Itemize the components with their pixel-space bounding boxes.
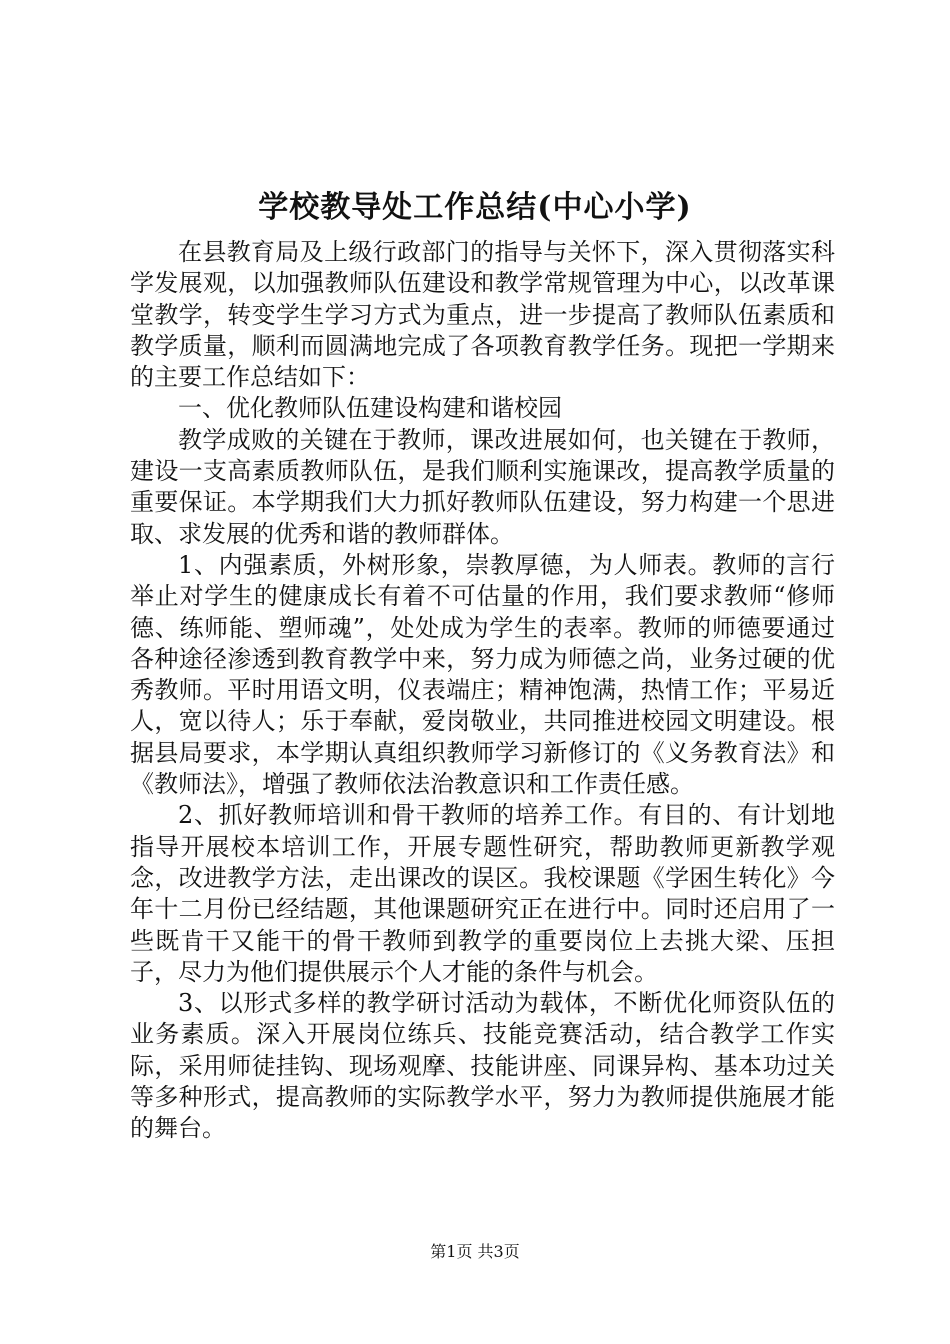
paragraph: 2、抓好教师培训和骨干教师的培养工作。有目的、有计划地指导开展校本培训工作，开展专题性研究，帮助教师更新教学观念，改进教学方法，走出课改的误区。我校课题《学困生转化》今年十二月份已经结题，其他课题研究正在进行中。同时还启用了一些既肯干又能干的骨干教师到教学的重要岗位上去挑大梁、压担子，尽力为他们提供展示个人才能的条件与机会。 bbox=[130, 801, 835, 986]
paragraph: 3、以形式多样的教学研讨活动为载体，不断优化师资队伍的业务素质。深入开展岗位练兵、技能竞赛活动，结合教学工作实际，采用师徒挂钩、现场观摩、技能讲座、同课异构、基本功过关等多种形式，提高教师的实际教学水平，努力为教师提供施展才能的舞台。 bbox=[130, 989, 835, 1143]
paragraph: 教学成败的关键在于教师，课改进展如何，也关键在于教师，建设一支高素质教师队伍，是我们顺利实施课改，提高教学质量的重要保证。本学期我们大力抓好教师队伍建设，努力构建一个思进取、求发展的优秀和谐的教师群体。 bbox=[130, 425, 835, 548]
paragraph: 1、内强素质，外树形象，崇教厚德，为人师表。教师的言行举止对学生的健康成长有着不可估量的作用，我们要求教师“修师德、练师能、塑师魂”，处处成为学生的表率。教师的师德要通过各种途径渗透到教育教学中来，努力成为师德之尚，业务过硬的优秀教师。平时用语文明，仪表端庄；精神饱满，热情工作；平易近人，宽以待人；乐于奉献，爱岗敬业，共同推进校园文明建设。根据县局要求，本学期认真组织教师学习新修订的《义务教育法》和《教师法》，增强了教师依法治教意识和工作责任感。 bbox=[130, 550, 835, 799]
paragraph-intro: 在县教育局及上级行政部门的指导与关怀下，深入贯彻落实科学发展观，以加强教师队伍建设和教学常规管理为中心，以改革课堂教学，转变学生学习方式为重点，进一步提高了教师队伍素质和教学质量，顺利而圆满地完成了各项教育教学任务。现把一学期来的主要工作总结如下： bbox=[130, 238, 835, 392]
page-number: 第1页 共3页 bbox=[430, 1242, 520, 1261]
document-title: 学校教导处工作总结(中心小学) bbox=[258, 190, 692, 225]
document-body bbox=[130, 237, 835, 1145]
section-heading: 一、优化教师队伍建设构建和谐校园 bbox=[178, 394, 562, 423]
